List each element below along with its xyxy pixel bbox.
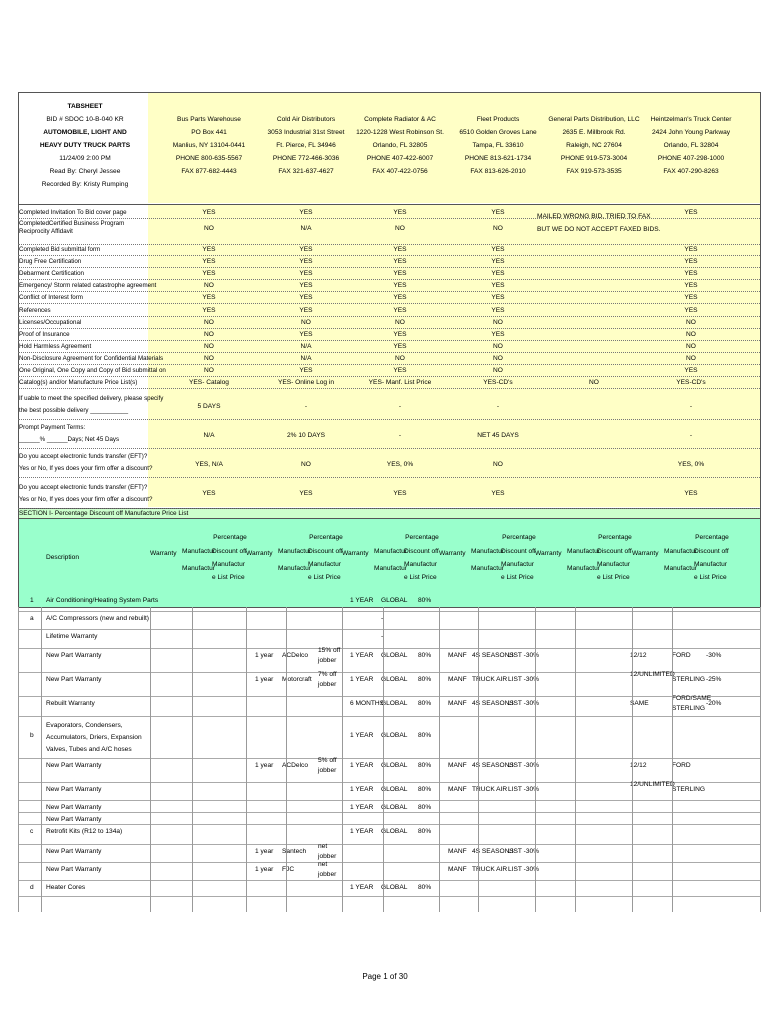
cell-c3p: 80% <box>418 732 432 739</box>
row-description: Lifetime Warranty <box>46 633 98 640</box>
cell-c3m: GLOBAL <box>381 732 408 739</box>
vendor-5-phone: PHONE 919-573-3004 <box>560 155 628 162</box>
row-description: New Part Warranty <box>46 676 102 683</box>
cell-c6w: SAME <box>630 700 649 707</box>
vendor-2-fax: FAX 321-637-4627 <box>278 168 334 175</box>
cell-c6p: -30% <box>706 652 722 659</box>
requirement-value: NO <box>204 343 214 350</box>
requirement-label: References <box>19 307 51 314</box>
manufacturer-header: Manufactur <box>374 565 407 572</box>
requirement-value: NO <box>686 331 696 338</box>
cell-c3w: 1 YEAR <box>350 732 374 739</box>
row-description: Evaporators, Condensers, Accumulators, Driers, Expansion Valves, Tubes and A/C hoses <box>46 722 142 753</box>
cell-c3m: GLOBAL <box>381 884 408 891</box>
cell-c6m: STERLING <box>672 676 705 683</box>
cell-c4m: TRUCK AIR <box>472 676 508 683</box>
cell-c3p: 80% <box>418 597 432 604</box>
requirement-value: N/A <box>300 225 312 232</box>
cell-c3m: - <box>381 633 384 640</box>
vendor-6-city: Orlando, FL 32804 <box>663 142 719 149</box>
delivery-label-line2: the best possible delivery ___________ <box>19 407 129 414</box>
row-number: a <box>30 615 34 622</box>
cell-c4p: LIST -30% <box>508 762 540 769</box>
recorded-by: Recorded By: Kristy Rumping <box>41 181 129 188</box>
cell-c3w: 1 YEAR <box>350 828 374 835</box>
discount-off-header: Discount off <box>308 548 343 555</box>
discount-off-header: Discount off <box>694 548 729 555</box>
manufacturer-header: Manufactur <box>182 548 215 555</box>
vendor-2-name: Cold Air Distributors <box>276 116 336 123</box>
cell-c3w: 1 YEAR <box>350 676 374 683</box>
cell-c2m: Santech <box>282 848 307 855</box>
manufacturer-header: Manufactur <box>664 565 697 572</box>
requirement-value: YES <box>299 307 313 314</box>
requirement-value: YES- Catalog <box>189 379 229 386</box>
eft2-value: YES <box>393 490 407 497</box>
cell-c6p: -25% <box>706 676 722 683</box>
tabsheet-title: TABSHEET <box>67 103 103 110</box>
requirement-value: YES <box>202 294 216 301</box>
bid-datetime: 11/24/09 2:00 PM <box>59 155 111 162</box>
cell-c2w: 1 year <box>255 676 274 683</box>
list-price-header: e List Price <box>404 574 437 581</box>
requirement-value: YES <box>393 331 407 338</box>
requirement-value: YES- Manf. List Price <box>368 379 432 386</box>
warranty-header: Warranty <box>342 550 369 557</box>
requirement-value: YES <box>491 246 505 253</box>
requirement-value: NO <box>395 319 405 326</box>
requirement-value: NO <box>204 331 214 338</box>
row-description: New Part Warranty <box>46 848 102 855</box>
cell-c3p: 80% <box>418 786 432 793</box>
vendor-2-phone: PHONE 772-466-3036 <box>272 155 340 162</box>
cell-c2p: net jobber <box>318 843 337 860</box>
requirement-label: Emergency/ Storm related catastrophe agreement <box>19 282 157 289</box>
cell-c4w: MANF <box>448 866 467 873</box>
requirement-label: Completed Bid submittal form <box>19 246 101 253</box>
cell-c2w: 1 year <box>255 848 274 855</box>
cell-c2w: 1 year <box>255 866 274 873</box>
requirement-value: YES <box>299 270 313 277</box>
requirement-value: YES <box>299 258 313 265</box>
cell-c2m: ACDelco <box>282 652 309 659</box>
requirement-value: YES <box>299 331 313 338</box>
vendor-5-city: Raleigh, NC 27604 <box>566 142 622 149</box>
cell-c3w: 1 YEAR <box>350 804 374 811</box>
requirement-value: NO <box>204 282 214 289</box>
requirement-value: NO <box>493 319 503 326</box>
requirement-value: YES <box>684 282 698 289</box>
manufactur-header: Manufactur <box>212 561 245 568</box>
payment-value: N/A <box>203 432 215 439</box>
cell-c4w: MANF <box>448 848 467 855</box>
cell-c4m: 4S SEASONS <box>472 700 514 707</box>
delivery-label-line1: If uable to meet the specified delivery, please specify <box>19 395 164 402</box>
cell-c2w: 1 year <box>255 652 274 659</box>
vendor-3-phone: PHONE 407-422-6007 <box>366 155 434 162</box>
cell-c3p: 80% <box>418 762 432 769</box>
payment-value: - <box>689 432 693 439</box>
requirement-value: NO <box>686 319 696 326</box>
vendor-1-phone: PHONE 800-635-5567 <box>175 155 243 162</box>
payment-value: NET 45 DAYS <box>477 432 519 439</box>
vendor-1-name: Bus Parts Warehouse <box>177 116 241 123</box>
cell-c2p: 5% off jobber <box>318 757 337 774</box>
percentage-header: Percentage <box>309 534 343 541</box>
cell-c2p: 15% off jobber <box>318 647 341 664</box>
cell-c3m: GLOBAL <box>381 676 408 683</box>
cell-c2w: 1 year <box>255 762 274 769</box>
eft2-label-line2: Yes or No, If yes does your firm offer a discount? <box>19 496 153 503</box>
cell-c6p: -20% <box>706 700 722 707</box>
cell-c3w: 1 YEAR <box>350 762 374 769</box>
cell-c3m: GLOBAL <box>381 828 408 835</box>
requirement-value: N/A <box>300 343 312 350</box>
percentage-header: Percentage <box>405 534 439 541</box>
percentage-header: Percentage <box>598 534 632 541</box>
cell-c3p: 80% <box>418 700 432 707</box>
requirement-label: One Original, One Copy and Copy of Bid submittal on <box>19 367 166 374</box>
requirement-value: YES <box>202 258 216 265</box>
eft2-value: YES <box>491 490 505 497</box>
cell-c4p: LIST -30% <box>508 676 540 683</box>
vendor-6-fax: FAX 407-290-8263 <box>663 168 719 175</box>
cell-c3m: GLOBAL <box>381 700 408 707</box>
row-description: Rebuilt Warranty <box>46 700 95 707</box>
vendor-4-name: Fleet Products <box>476 116 520 123</box>
manufacturer-header: Manufactur <box>567 548 600 555</box>
percentage-header: Percentage <box>695 534 729 541</box>
requirement-value: NO <box>204 319 214 326</box>
cell-c3p: 80% <box>418 804 432 811</box>
requirement-value: YES <box>393 294 407 301</box>
vendor-6-name: Heintzelman's Truck Center <box>650 116 732 123</box>
delivery-value: - <box>689 403 693 410</box>
requirement-value: YES <box>684 307 698 314</box>
cell-c4w: MANF <box>448 762 467 769</box>
row-description: New Part Warranty <box>46 652 102 659</box>
requirement-value: YES <box>393 367 407 374</box>
row-description: New Part Warranty <box>46 786 102 793</box>
requirement-value: YES <box>491 294 505 301</box>
requirement-value: YES <box>299 246 313 253</box>
list-price-header: e List Price <box>501 574 534 581</box>
description-header: Description <box>46 554 79 561</box>
vendor-1-city: Manlius, NY 13104-0441 <box>172 142 246 149</box>
delivery-value: - <box>398 403 402 410</box>
vendor-4-addr: 6510 Golden Groves Lane <box>459 129 537 136</box>
requirement-value: YES <box>202 209 216 216</box>
payment-label-line2: ______% ______Days; Net 45 Days <box>19 436 120 443</box>
row-description: Retrofit Kits (R12 to 134a) <box>46 828 123 835</box>
eft1-label-line1: Do you accept electronic funds transfer (EFT)? <box>19 453 148 460</box>
requirement-value: YES <box>299 282 313 289</box>
discount-off-header: Discount off <box>404 548 439 555</box>
requirement-value: YES <box>684 294 698 301</box>
requirement-value: YES-CD's <box>483 379 513 386</box>
cell-c4w: MANF <box>448 676 467 683</box>
requirement-label: Catalog(s) and/or Manufacture Price List(s) <box>19 379 138 386</box>
manufactur-header: Manufactur <box>597 561 630 568</box>
vendor-5-addr: 2635 E. Millbrook Rd. <box>562 129 626 136</box>
requirement-value: NO <box>301 319 311 326</box>
percentage-header: Percentage <box>213 534 247 541</box>
cell-c4m: TRUCK AIR <box>472 786 508 793</box>
cell-c3w: 1 YEAR <box>350 884 374 891</box>
requirement-value: YES <box>393 270 407 277</box>
manufacturer-header: Manufactur <box>664 548 697 555</box>
cell-c3p: 80% <box>418 676 432 683</box>
warranty-header: Warranty <box>632 550 659 557</box>
requirement-value: YES <box>491 307 505 314</box>
warranty-header: Warranty <box>246 550 273 557</box>
section-title: SECTION I- Percentage Discount off Manufacture Price List <box>19 510 189 517</box>
requirement-label: Conflict of Interest form <box>19 294 83 301</box>
requirement-value: NO <box>204 225 214 232</box>
vendor-2-city: Ft. Pierce, FL 34946 <box>276 142 336 149</box>
manufacturer-header: Manufactur <box>567 565 600 572</box>
eft1-value: NO <box>301 461 311 468</box>
requirement-value: YES <box>684 246 698 253</box>
requirement-value: YES <box>393 209 407 216</box>
cell-c4p: LIST -30% <box>508 866 540 873</box>
bid-category-line1: AUTOMOBILE, LIGHT AND <box>43 129 127 136</box>
requirement-value: NO <box>493 225 503 232</box>
cell-c4w: MANF <box>448 700 467 707</box>
cell-c2m: ACDelco <box>282 762 309 769</box>
cell-c3p: 80% <box>418 652 432 659</box>
row-description: Air Conditioning/Heating System Parts <box>46 597 159 604</box>
row-description: New Part Warranty <box>46 762 102 769</box>
requirement-label: Debarment Certification <box>19 270 84 277</box>
cell-c2p: net jobber <box>318 861 337 878</box>
requirement-value: YES <box>684 367 698 374</box>
requirement-value: YES <box>491 270 505 277</box>
manufacturer-header: Manufactur <box>471 565 504 572</box>
eft2-value: YES <box>299 490 313 497</box>
requirement-label: CompletedCertified Business Program Reciprocity Affidavit <box>19 220 125 235</box>
row-number: b <box>30 732 34 739</box>
cell-c4m: 4S SEASONS <box>472 848 514 855</box>
manufacturer-header: Manufactur <box>278 548 311 555</box>
cell-c3p: 80% <box>418 828 432 835</box>
row-number: c <box>30 828 34 835</box>
cell-c3p: 80% <box>418 884 432 891</box>
manufacturer-header: Manufactur <box>182 565 215 572</box>
cell-c2m: Motorcraft <box>282 676 312 683</box>
vendor-3-city: Orlando, FL 32805 <box>372 142 428 149</box>
manufacturer-header: Manufactur <box>374 548 407 555</box>
cell-c6m: FORD <box>672 762 691 769</box>
requirement-value: NO <box>686 355 696 362</box>
vendor-4-city: Tampa, FL 33610 <box>472 142 524 149</box>
requirement-label: Hold Harmless Agreement <box>19 343 92 350</box>
cell-c4m: TRUCK AIR <box>472 866 508 873</box>
requirement-value: YES <box>202 270 216 277</box>
requirement-value: YES <box>393 258 407 265</box>
eft1-value: YES, 0% <box>677 461 705 468</box>
payment-label-line1: Prompt Payment Terms: <box>19 424 86 431</box>
requirement-value: YES <box>491 331 505 338</box>
delivery-value: 5 DAYS <box>197 403 221 410</box>
requirement-value: YES <box>684 258 698 265</box>
cell-c4p: LIST -30% <box>508 848 540 855</box>
warranty-header: Warranty <box>439 550 466 557</box>
manufactur-header: Manufactur <box>308 561 341 568</box>
row-description: A/C Compressors (new and rebuilt) <box>46 615 149 622</box>
cell-c3w: 6 MONTHS <box>350 700 385 707</box>
list-price-header: e List Price <box>212 574 245 581</box>
payment-value: - <box>398 432 402 439</box>
cell-c3m: GLOBAL <box>381 597 408 604</box>
cell-c3m: GLOBAL <box>381 652 408 659</box>
vendor-5-fax: FAX 919-573-3535 <box>566 168 622 175</box>
cell-c3w: 1 YEAR <box>350 786 374 793</box>
row-description: Heater Cores <box>46 884 86 891</box>
vendor-1-addr: PO Box 441 <box>191 129 227 136</box>
row-number: 1 <box>30 597 34 604</box>
cell-c3m: GLOBAL <box>381 786 408 793</box>
cell-c6m: STERLING <box>672 786 705 793</box>
requirement-label: Completed Invitation To Bid cover page <box>19 209 127 216</box>
cell-c6w: 12/12 <box>630 652 647 659</box>
cell-c4p: LIST -30% <box>508 786 540 793</box>
cell-c3m: GLOBAL <box>381 762 408 769</box>
cell-c3w: 1 YEAR <box>350 597 374 604</box>
vendor-2-addr: 3053 Industrial 31st Street <box>267 129 345 136</box>
requirement-value: YES <box>684 209 698 216</box>
list-price-header: e List Price <box>597 574 630 581</box>
cell-c3m: GLOBAL <box>381 804 408 811</box>
eft1-value: YES, 0% <box>386 461 414 468</box>
requirement-value: NO <box>493 355 503 362</box>
eft2-label-line1: Do you accept electronic funds transfer (EFT)? <box>19 484 148 491</box>
requirement-label: Non-Disclosure Agreement for Confidential Materials <box>19 355 164 362</box>
cell-c2p: 7% off jobber <box>318 671 337 688</box>
requirement-label: Licenses/Occupational <box>19 319 82 326</box>
requirement-value: YES <box>491 209 505 216</box>
row-description: New Part Warranty <box>46 816 102 823</box>
requirement-value: YES <box>393 307 407 314</box>
manufactur-header: Manufactur <box>694 561 727 568</box>
cell-c6w: 12/12 <box>630 762 647 769</box>
bid-number: BID # SDOC 10-B-040 KR <box>46 116 124 123</box>
requirement-value: YES <box>202 307 216 314</box>
requirement-value: YES- Online Log in <box>277 379 335 386</box>
discount-off-header: Discount off <box>597 548 632 555</box>
requirement-value: YES <box>491 282 505 289</box>
cell-c4w: MANF <box>448 786 467 793</box>
vendor-4-phone: PHONE 813-621-1734 <box>464 155 532 162</box>
requirement-value: NO <box>686 343 696 350</box>
general-parts-note-line1: MAILED WRONG BID, TRIED TO FAX <box>537 213 651 220</box>
requirement-value: YES <box>299 209 313 216</box>
vendor-6-phone: PHONE 407-298-1000 <box>657 155 725 162</box>
requirement-value: NO <box>395 355 405 362</box>
requirement-value: YES <box>491 258 505 265</box>
vendor-4-fax: FAX 813-626-2010 <box>470 168 526 175</box>
row-number: d <box>30 884 34 891</box>
requirement-value: N/A <box>300 355 312 362</box>
vendor-5-name: General Parts Distribution, LLC <box>548 116 640 123</box>
requirement-value: YES <box>684 270 698 277</box>
requirement-label: Drug Free Certification <box>19 258 82 265</box>
manufacturer-header: Manufactur <box>471 548 504 555</box>
eft2-value: YES <box>684 490 698 497</box>
cell-c4w: MANF <box>448 652 467 659</box>
requirement-value: NO <box>395 225 405 232</box>
percentage-header: Percentage <box>502 534 536 541</box>
vendor-1-fax: FAX 877-682-4443 <box>181 168 237 175</box>
requirement-value: NO <box>204 355 214 362</box>
cell-c6m: FORD <box>672 652 691 659</box>
requirement-value: YES <box>202 246 216 253</box>
vendor-3-name: Complete Radiator & AC <box>364 116 436 123</box>
read-by: Read By: Cheryl Jessee <box>49 168 121 175</box>
manufactur-header: Manufactur <box>404 561 437 568</box>
delivery-value: - <box>304 403 308 410</box>
discount-off-header: Discount off <box>501 548 536 555</box>
requirement-value: NO <box>493 343 503 350</box>
cell-c3w: 1 YEAR <box>350 652 374 659</box>
row-description: New Part Warranty <box>46 804 102 811</box>
eft1-value: NO <box>493 461 503 468</box>
requirement-value: NO <box>589 379 599 386</box>
delivery-value: - <box>496 403 500 410</box>
requirement-value: YES <box>393 282 407 289</box>
cell-c6w: 12/UNLIMITED <box>630 671 675 678</box>
cell-c2m: FJC <box>282 866 295 873</box>
payment-value: 2% 10 DAYS <box>287 432 325 439</box>
cell-c4p: LIST -30% <box>508 652 540 659</box>
cell-c4p: LIST -30% <box>508 700 540 707</box>
requirement-value: YES <box>393 246 407 253</box>
vendor-3-addr: 1220-1228 West Robinson St. <box>356 129 444 136</box>
eft1-label-line2: Yes or No, If yes does your firm offer a discount? <box>19 465 153 472</box>
list-price-header: e List Price <box>308 574 341 581</box>
cell-c3m: - <box>381 615 384 622</box>
warranty-header: Warranty <box>535 550 562 557</box>
requirement-value: YES-CD's <box>676 379 706 386</box>
general-parts-note-line2: BUT WE DO NOT ACCEPT FAXED BIDS. <box>537 226 661 233</box>
requirement-value: YES <box>299 294 313 301</box>
page-number: Page 1 of 30 <box>362 972 408 981</box>
requirement-value: YES <box>393 343 407 350</box>
requirement-value: NO <box>493 367 503 374</box>
requirement-value: NO <box>204 367 214 374</box>
vendor-3-fax: FAX 407-422-0756 <box>372 168 428 175</box>
cell-c4m: 4S SEASONS <box>472 652 514 659</box>
bid-category-line2: HEAVY DUTY TRUCK PARTS <box>39 142 131 149</box>
manufacturer-header: Manufactur <box>278 565 311 572</box>
vendor-6-addr: 2424 John Young Parkway <box>651 129 731 136</box>
eft1-value: YES, N/A <box>195 461 223 468</box>
requirement-value: YES <box>299 367 313 374</box>
cell-c4m: 4S SEASONS <box>472 762 514 769</box>
manufactur-header: Manufactur <box>501 561 534 568</box>
row-description: New Part Warranty <box>46 866 102 873</box>
list-price-header: e List Price <box>694 574 727 581</box>
eft2-value: YES <box>202 490 216 497</box>
warranty-header: Warranty <box>150 550 177 557</box>
cell-c6m: FORD/SAME STERLING <box>672 695 712 712</box>
discount-off-header: Discount off <box>212 548 247 555</box>
cell-c6w: 12/UNLIMITED <box>630 781 675 788</box>
requirement-label: Proof of Insurance <box>19 331 70 338</box>
